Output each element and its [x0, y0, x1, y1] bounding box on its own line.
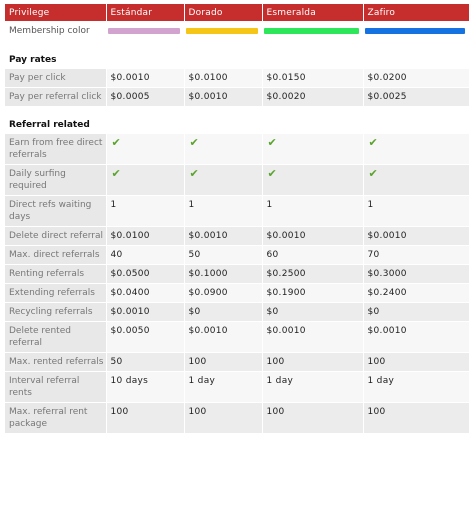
cell-value: $0.0010 — [262, 227, 363, 246]
table-row — [5, 196, 469, 227]
cell-value: $0.0010 — [106, 69, 184, 88]
cell-value — [363, 165, 469, 196]
table-row — [5, 69, 469, 88]
section-pay-rates — [5, 52, 469, 69]
row-label: Pay per click — [5, 69, 106, 88]
cell-value — [106, 165, 184, 196]
cell-value: 1 day — [262, 372, 363, 403]
cell-value — [363, 134, 469, 165]
cell-value: 40 — [106, 246, 184, 265]
cell-value — [106, 134, 184, 165]
cell-value: $0.0010 — [106, 303, 184, 322]
cell-value: 1 — [106, 196, 184, 227]
cell-value — [262, 134, 363, 165]
table-row — [5, 165, 469, 196]
table-row — [5, 322, 469, 353]
cell-value: $0.1000 — [184, 265, 262, 284]
cell-value: 100 — [363, 353, 469, 372]
row-label: Direct refs waiting days — [5, 196, 106, 227]
table-row — [5, 303, 469, 322]
level-header-dorado: Dorado — [184, 4, 262, 21]
checkmark-icon: ✔ — [111, 167, 122, 180]
table-row — [5, 353, 469, 372]
checkmark-icon: ✔ — [267, 167, 278, 180]
color-swatch-estandar — [108, 28, 180, 34]
row-label: Delete direct referral — [5, 227, 106, 246]
membership-color-label: Membership color — [9, 26, 90, 36]
cell-value: $0.0010 — [184, 322, 262, 353]
cell-value: $0.0010 — [363, 227, 469, 246]
membership-color-row — [5, 21, 469, 41]
row-label: Pay per referral click — [5, 88, 106, 107]
cell-value: $0.0900 — [184, 284, 262, 303]
level-header-estandar: Estándar — [106, 4, 184, 21]
cell-value: $0.0150 — [262, 69, 363, 88]
cell-value — [184, 165, 262, 196]
header-row — [5, 4, 469, 21]
cell-value: 1 — [262, 196, 363, 227]
cell-value: 1 — [363, 196, 469, 227]
level-header-zafiro: Zafiro — [363, 4, 469, 21]
row-label: Earn from free direct referrals — [5, 134, 106, 165]
row-label: Interval referral rents — [5, 372, 106, 403]
row-label: Max. referral rent package — [5, 403, 106, 434]
cell-value: $0.0020 — [262, 88, 363, 107]
row-label: Daily surfing required — [5, 165, 106, 196]
row-label: Extending referrals — [5, 284, 106, 303]
cell-value: $0.0500 — [106, 265, 184, 284]
cell-value: 60 — [262, 246, 363, 265]
cell-value — [262, 165, 363, 196]
cell-value: $0.0010 — [184, 88, 262, 107]
checkmark-icon: ✔ — [189, 136, 200, 149]
cell-value: 100 — [106, 403, 184, 434]
row-label: Max. rented referrals — [5, 353, 106, 372]
checkmark-icon: ✔ — [111, 136, 122, 149]
privilege-header: Privilege — [5, 4, 106, 21]
color-swatch-esmeralda — [264, 28, 359, 34]
row-label: Delete rented referral — [5, 322, 106, 353]
checkmark-icon: ✔ — [189, 167, 200, 180]
cell-value: 1 — [184, 196, 262, 227]
cell-value: 10 days — [106, 372, 184, 403]
cell-value: $0.2400 — [363, 284, 469, 303]
color-swatch-zafiro — [365, 28, 465, 34]
cell-value: $0.0100 — [106, 227, 184, 246]
table-row — [5, 265, 469, 284]
cell-value: $0 — [363, 303, 469, 322]
cell-value: $0.1900 — [262, 284, 363, 303]
section-title: Pay rates — [9, 55, 57, 65]
cell-value: $0 — [184, 303, 262, 322]
cell-value: $0.0010 — [184, 227, 262, 246]
section-referral-related — [5, 117, 469, 134]
table-row — [5, 227, 469, 246]
section-title: Referral related — [9, 120, 90, 130]
cell-value: 70 — [363, 246, 469, 265]
cell-value: $0.0010 — [363, 322, 469, 353]
membership-table — [5, 4, 470, 433]
cell-value: 100 — [184, 403, 262, 434]
cell-value: $0.0200 — [363, 69, 469, 88]
checkmark-icon: ✔ — [368, 167, 379, 180]
cell-value: $0.3000 — [363, 265, 469, 284]
row-label: Max. direct referrals — [5, 246, 106, 265]
row-label: Recycling referrals — [5, 303, 106, 322]
table-row — [5, 88, 469, 107]
cell-value: $0.2500 — [262, 265, 363, 284]
color-swatch-dorado — [186, 28, 258, 34]
cell-value — [184, 134, 262, 165]
cell-value: 50 — [106, 353, 184, 372]
level-header-esmeralda: Esmeralda — [262, 4, 363, 21]
cell-value: $0.0050 — [106, 322, 184, 353]
row-label: Renting referrals — [5, 265, 106, 284]
table-row — [5, 134, 469, 165]
cell-value: $0.0010 — [262, 322, 363, 353]
cell-value: 100 — [262, 403, 363, 434]
cell-value: $0.0100 — [184, 69, 262, 88]
cell-value: 50 — [184, 246, 262, 265]
cell-value: $0 — [262, 303, 363, 322]
table-row — [5, 403, 469, 434]
cell-value: 100 — [363, 403, 469, 434]
cell-value: $0.0005 — [106, 88, 184, 107]
checkmark-icon: ✔ — [267, 136, 278, 149]
cell-value: 1 day — [363, 372, 469, 403]
table-row — [5, 372, 469, 403]
checkmark-icon: ✔ — [368, 136, 379, 149]
cell-value: $0.0025 — [363, 88, 469, 107]
table-row — [5, 246, 469, 265]
table-row — [5, 284, 469, 303]
cell-value: 100 — [184, 353, 262, 372]
cell-value: $0.0400 — [106, 284, 184, 303]
cell-value: 100 — [262, 353, 363, 372]
cell-value: 1 day — [184, 372, 262, 403]
